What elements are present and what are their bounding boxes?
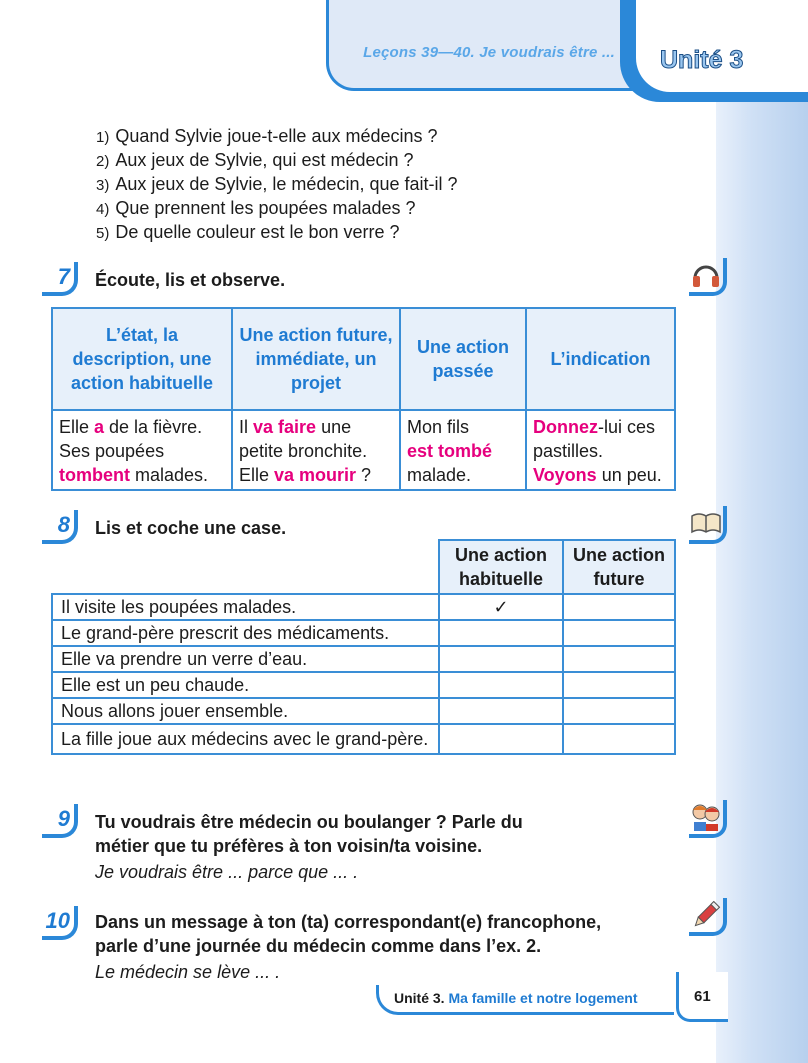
row-text: Nous allons jouer ensemble.	[52, 698, 439, 724]
table-header: Une action future, immédiate, un projet	[232, 308, 400, 410]
table-row	[52, 620, 675, 646]
checkbox-cell-habituelle[interactable]	[439, 646, 563, 672]
table-cell: Elle a de la fièvre. Ses poupées tombent malades.	[52, 410, 232, 490]
row-text: Elle est un peu chaude.	[52, 672, 439, 698]
checkbox-cell-habituelle[interactable]: ✓	[439, 594, 563, 620]
table-row	[52, 672, 675, 698]
checkbox-cell-future[interactable]	[563, 698, 675, 724]
footer-title: Ma famille et notre logement	[448, 990, 638, 1006]
table-row	[52, 646, 675, 672]
question-text: Quand Sylvie joue-t-elle aux médecins ?	[115, 126, 438, 146]
exercise-9-instruction: Tu voudrais être médecin ou boulanger ? Parle du métier que tu préfères à ton voisin/ta voisine.	[95, 812, 523, 856]
question-item	[96, 172, 458, 196]
question-item	[96, 148, 458, 172]
table-row	[52, 698, 675, 724]
exercise-10-number: 10	[42, 906, 78, 940]
exercise-7-table	[51, 307, 676, 491]
row-text: Il visite les poupées malades.	[52, 594, 439, 620]
question-text: Aux jeux de Sylvie, qui est médecin ?	[115, 150, 414, 170]
footer-text	[394, 990, 638, 1006]
open-book-icon	[689, 506, 727, 544]
row-text: La fille joue aux médecins avec le grand-père.	[52, 724, 439, 754]
table-cell: Mon fils est tombé malade.	[400, 410, 526, 490]
row-text: Le grand-père prescrit des médicaments.	[52, 620, 439, 646]
exercise-10-instruction: Dans un message à ton (ta) correspondant(e) francophone, parle d’une journée du médecin comme dans l’ex. 2.	[95, 912, 602, 956]
unit-label: Unité 3	[660, 46, 744, 74]
table-corner	[52, 540, 439, 594]
lesson-title: Leçons 39—40. Je voudrais être ...	[363, 44, 615, 61]
exercise-9-example: Je voudrais être ... parce que ... .	[95, 862, 359, 882]
checkbox-cell-future[interactable]	[563, 646, 675, 672]
checkbox-cell-future[interactable]	[563, 672, 675, 698]
exercise-8-title: Lis et coche une case.	[95, 518, 287, 538]
exercise-8-table	[51, 539, 676, 755]
question-number: 1)	[96, 129, 110, 146]
table-header: L’état, la description, une action habituelle	[52, 308, 232, 410]
table-cell: Donnez-lui ces pastilles. Voyons un peu.	[526, 410, 675, 490]
side-stripe	[716, 0, 808, 1063]
checkbox-cell-habituelle[interactable]	[439, 724, 563, 754]
table-header: Une action habituelle	[439, 540, 563, 594]
children-icon	[689, 800, 727, 838]
table-row	[52, 594, 675, 620]
table-cell: Il va faire une petite bronchite. Elle va mourir ?	[232, 410, 400, 490]
question-number: 2)	[96, 153, 110, 170]
exercise-10-example: Le médecin se lève ... .	[95, 962, 281, 982]
question-text: De quelle couleur est le bon verre ?	[115, 222, 400, 242]
checkbox-cell-future[interactable]	[563, 620, 675, 646]
table-header: Une action passée	[400, 308, 526, 410]
page-number: 61	[694, 988, 711, 1005]
table-header: Une action future	[563, 540, 675, 594]
exercise-9-number: 9	[42, 804, 78, 838]
exercise-7-number: 7	[42, 262, 78, 296]
question-number: 4)	[96, 201, 110, 218]
row-text: Elle va prendre un verre d’eau.	[52, 646, 439, 672]
question-item	[96, 196, 458, 220]
question-text: Que prennent les poupées malades ?	[115, 198, 416, 218]
question-item	[96, 220, 458, 244]
question-number: 3)	[96, 177, 110, 194]
checkbox-cell-future[interactable]	[563, 594, 675, 620]
question-list	[96, 124, 458, 244]
checkbox-cell-habituelle[interactable]	[439, 698, 563, 724]
footer-unit: Unité 3.	[394, 990, 445, 1006]
checkbox-cell-habituelle[interactable]	[439, 620, 563, 646]
exercise-7-title: Écoute, lis et observe.	[95, 270, 286, 290]
question-item	[96, 124, 458, 148]
checkbox-cell-habituelle[interactable]	[439, 672, 563, 698]
table-header: L’indication	[526, 308, 675, 410]
table-row	[52, 724, 675, 754]
question-number: 5)	[96, 225, 110, 242]
exercise-8-number: 8	[42, 510, 78, 544]
pencil-icon	[689, 898, 727, 936]
checkbox-cell-future[interactable]	[563, 724, 675, 754]
question-text: Aux jeux de Sylvie, le médecin, que fait-il ?	[115, 174, 458, 194]
headphones-icon	[689, 258, 727, 296]
